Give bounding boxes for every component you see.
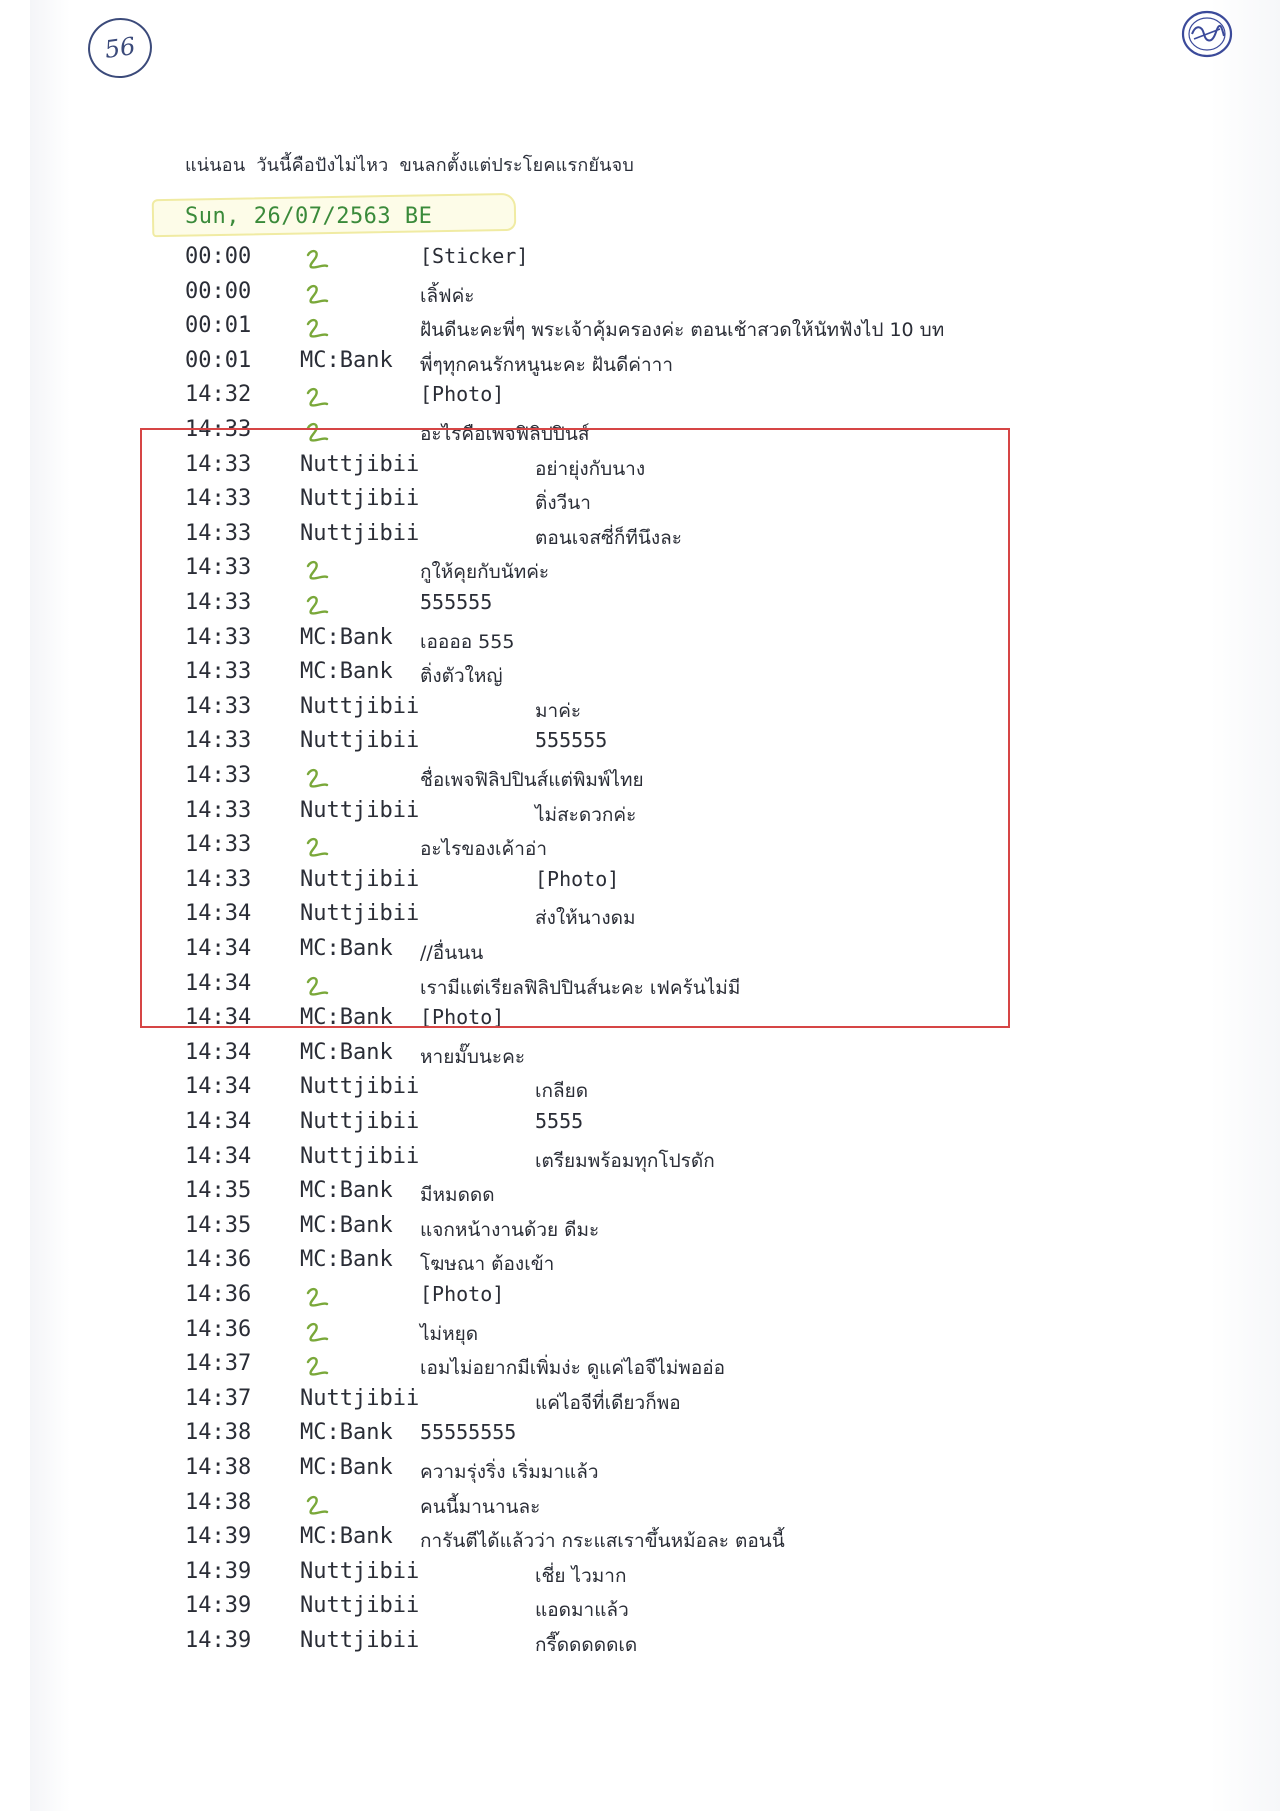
message-sender: MC:Bank <box>300 1455 393 1480</box>
date-line: Sun, 26/07/2563 BE <box>185 204 433 229</box>
message-time: 14:33 <box>185 555 252 580</box>
message-text: แจกหน้างานด้วย ดีมะ <box>420 1219 600 1241</box>
message-time: 14:34 <box>185 901 252 926</box>
message-sender: Nuttjibii <box>300 728 420 753</box>
message-time: 14:39 <box>185 1593 252 1618</box>
message-time: 14:34 <box>185 1005 252 1030</box>
message-text: เลิ้ฟค่ะ <box>420 285 475 307</box>
message-time: 00:01 <box>185 313 252 338</box>
message-text: แค่ไอจีที่เดียวก็พอ <box>535 1392 681 1414</box>
message-time: 14:33 <box>185 694 252 719</box>
message-time: 14:33 <box>185 486 252 511</box>
message-text: 555555 <box>420 590 493 614</box>
message-sender: MC:Bank <box>300 936 393 961</box>
message-text: เออออ 555 <box>420 631 515 653</box>
message-sender: Nuttjibii <box>300 1559 420 1584</box>
message-sender: Nuttjibii <box>300 1628 420 1653</box>
message-sender: Nuttjibii <box>300 1593 420 1618</box>
message-text: ไม่สะดวกค่ะ <box>535 804 637 826</box>
message-sender: Nuttjibii <box>300 1386 420 1411</box>
message-text: [Photo] <box>420 382 505 406</box>
message-time: 14:33 <box>185 417 252 442</box>
message-text: แอดมาแล้ว <box>535 1599 629 1621</box>
message-time: 14:37 <box>185 1386 252 1411</box>
message-sender: MC:Bank <box>300 348 393 373</box>
message-text: กรี๊ดดดดดเด <box>535 1634 638 1656</box>
message-time: 14:37 <box>185 1351 252 1376</box>
message-sender: MC:Bank <box>300 1178 393 1203</box>
message-sender: Nuttjibii <box>300 1109 420 1134</box>
initials-seal-icon <box>1180 8 1234 60</box>
message-text: 555555 <box>535 728 608 752</box>
message-text: มีหมดดด <box>420 1184 495 1206</box>
message-time: 14:33 <box>185 798 252 823</box>
handwritten-squiggle-icon <box>303 246 333 272</box>
message-time: 14:39 <box>185 1524 252 1549</box>
message-text: เรามีแต่เรียลฟิลิปปินส์นะคะ เฟคร้นไม่มี <box>420 977 741 999</box>
message-text: ติ่งวีนา <box>535 492 591 514</box>
message-sender: MC:Bank <box>300 1040 393 1065</box>
message-text: เกลียด <box>535 1080 589 1102</box>
message-time: 14:36 <box>185 1247 252 1272</box>
message-time: 14:32 <box>185 382 252 407</box>
handwritten-squiggle-icon <box>303 1284 333 1310</box>
message-text: //อื่นนน <box>420 942 484 964</box>
handwritten-squiggle-icon <box>303 1319 333 1345</box>
message-text: เอมไม่อยากมีเพิ่มง่ะ ดูแค่ไอจีไม่พออ่อ <box>420 1357 726 1379</box>
message-time: 14:33 <box>185 763 252 788</box>
message-sender: Nuttjibii <box>300 486 420 511</box>
message-time: 14:33 <box>185 832 252 857</box>
message-time: 14:34 <box>185 1144 252 1169</box>
message-text: ติ่งตัวใหญ่ <box>420 665 503 687</box>
message-text: [Photo] <box>535 867 620 891</box>
message-time: 14:39 <box>185 1559 252 1584</box>
message-sender: Nuttjibii <box>300 1074 420 1099</box>
handwritten-squiggle-icon <box>303 1492 333 1518</box>
handwritten-squiggle-icon <box>303 315 333 341</box>
message-text: การันตีได้แล้วว่า กระแสเราขึ้นหม้อละ ตอนนี้ <box>420 1530 785 1552</box>
handwritten-squiggle-icon <box>303 384 333 410</box>
message-text: พี่ๆทุกคนรักหนูนะคะ ฝันดีค่าาา <box>420 354 674 376</box>
message-sender: Nuttjibii <box>300 901 420 926</box>
message-time: 14:38 <box>185 1455 252 1480</box>
message-text: โฆษณา ต้องเข้า <box>420 1253 555 1275</box>
message-time: 00:00 <box>185 244 252 269</box>
message-time: 14:33 <box>185 590 252 615</box>
message-text: คนนี้มานานละ <box>420 1496 541 1518</box>
message-time: 14:34 <box>185 936 252 961</box>
message-time: 14:33 <box>185 521 252 546</box>
message-time: 14:36 <box>185 1317 252 1342</box>
message-sender: MC:Bank <box>300 1420 393 1445</box>
message-text: หายมั๊บนะคะ <box>420 1046 526 1068</box>
message-text: ส่งให้นางดม <box>535 907 636 929</box>
message-time: 14:34 <box>185 1109 252 1134</box>
message-time: 14:39 <box>185 1628 252 1653</box>
message-text: อะไรของเค้าอ่า <box>420 838 548 860</box>
highlight-box <box>140 428 1010 1028</box>
message-sender: Nuttjibii <box>300 452 420 477</box>
message-time: 14:34 <box>185 971 252 996</box>
message-text: ไม่หยุด <box>420 1323 479 1345</box>
message-sender: Nuttjibii <box>300 1144 420 1169</box>
message-text: มาค่ะ <box>535 700 582 722</box>
message-time: 14:33 <box>185 867 252 892</box>
page-number: 56 <box>102 32 138 64</box>
message-text: ฝันดีนะคะพี่ๆ พระเจ้าคุ้มครองค่ะ ตอนเช้าสวดให้นัทฟังไป 10 บท <box>420 319 945 341</box>
message-time: 00:00 <box>185 279 252 304</box>
message-text: 5555 <box>535 1109 584 1133</box>
message-time: 14:36 <box>185 1282 252 1307</box>
message-sender: MC:Bank <box>300 1247 393 1272</box>
message-sender: MC:Bank <box>300 625 393 650</box>
message-text: เชี่ย ไวมาก <box>535 1565 627 1587</box>
message-text: กูให้คุยกับนัทค่ะ <box>420 561 550 583</box>
message-time: 14:33 <box>185 728 252 753</box>
message-text: ตอนเจสซี่ก็ทีนึงละ <box>535 527 682 549</box>
message-text: [Photo] <box>420 1005 505 1029</box>
message-time: 00:01 <box>185 348 252 373</box>
message-sender: Nuttjibii <box>300 521 420 546</box>
message-sender: Nuttjibii <box>300 798 420 823</box>
message-time: 14:38 <box>185 1420 252 1445</box>
message-time: 14:34 <box>185 1074 252 1099</box>
message-text: อะไรคือเพจฟิลิปปินส์ <box>420 423 590 445</box>
message-sender: MC:Bank <box>300 1524 393 1549</box>
message-sender: Nuttjibii <box>300 867 420 892</box>
message-time: 14:33 <box>185 452 252 477</box>
message-sender: MC:Bank <box>300 659 393 684</box>
message-sender: MC:Bank <box>300 1213 393 1238</box>
message-time: 14:35 <box>185 1213 252 1238</box>
message-sender: Nuttjibii <box>300 694 420 719</box>
message-text: [Photo] <box>420 1282 505 1306</box>
message-text: เตรียมพร้อมทุกโปรดัก <box>535 1150 715 1172</box>
message-time: 14:33 <box>185 659 252 684</box>
intro-line: แน่นอน วันนี้คือปังไม่ไหว ขนลกตั้งแต่ประโยคแรกยันจบ <box>185 155 635 176</box>
message-time: 14:34 <box>185 1040 252 1065</box>
message-time: 14:35 <box>185 1178 252 1203</box>
message-time: 14:38 <box>185 1490 252 1515</box>
message-text: อย่ายุ่งกับนาง <box>535 458 646 480</box>
message-text: ชื่อเพจฟิลิปปินส์แต่พิมพ์ไทย <box>420 769 644 791</box>
handwritten-squiggle-icon <box>303 281 333 307</box>
message-text: 55555555 <box>420 1420 517 1444</box>
message-sender: MC:Bank <box>300 1005 393 1030</box>
message-text: [Sticker] <box>420 244 529 268</box>
message-time: 14:33 <box>185 625 252 650</box>
message-text: ความรุ่งริ่ง เริ่มมาแล้ว <box>420 1461 599 1483</box>
handwritten-squiggle-icon <box>303 1353 333 1379</box>
